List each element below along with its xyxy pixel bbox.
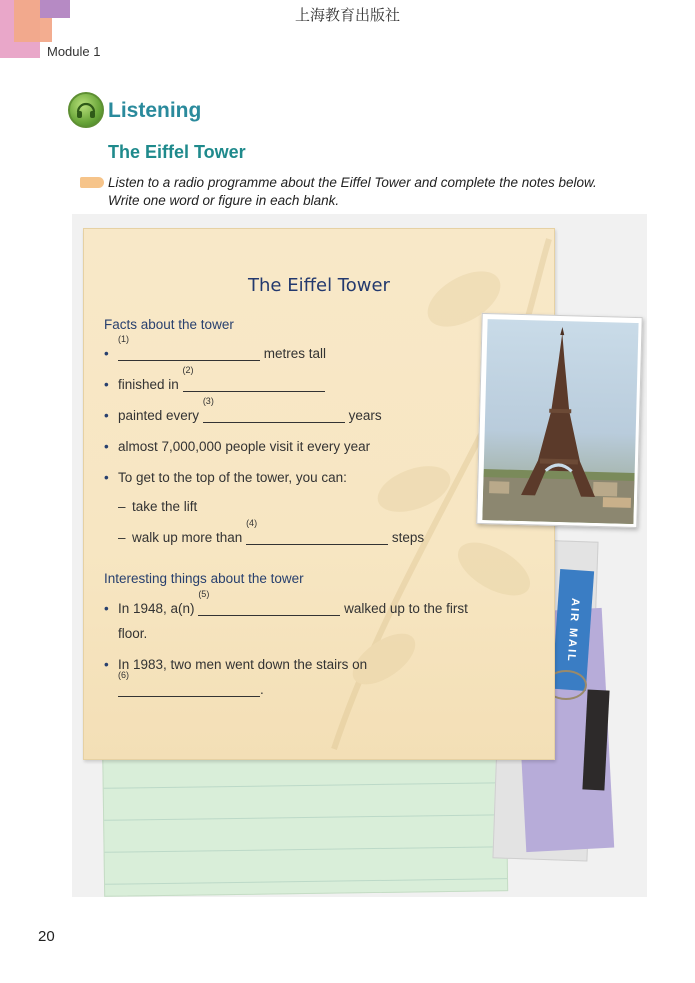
fact-1: • (1) metres tall	[104, 334, 327, 361]
module-label: Module 1	[47, 44, 101, 59]
fact-3: • painted every (3) years	[104, 396, 382, 423]
subheading: The Eiffel Tower	[108, 142, 246, 162]
instruction-text	[108, 174, 597, 210]
interesting-heading: Interesting things about the tower	[104, 571, 304, 586]
blank-6[interactable]: (6)	[118, 682, 260, 697]
interesting-1: • In 1948, a(n) (5) walked up to the first	[104, 589, 468, 616]
headphones-icon	[68, 92, 104, 128]
blank-1[interactable]: (1)	[118, 346, 260, 361]
section-heading: Listening	[108, 99, 202, 122]
blank-3[interactable]: (3)	[203, 408, 345, 423]
blank-4[interactable]: (4)	[246, 530, 388, 545]
notes-title: The Eiffel Tower	[248, 275, 390, 296]
facts-heading: Facts about the tower	[104, 317, 234, 332]
eiffel-tower-photo	[482, 319, 638, 524]
sub-item-1: – take the lift	[118, 499, 198, 514]
interesting-2: • In 1983, two men went down the stairs on	[104, 657, 368, 672]
interesting-1-cont: floor.	[118, 626, 148, 641]
blank-2[interactable]: (2)	[183, 377, 325, 392]
sub-item-2: – walk up more than (4) steps	[118, 518, 425, 545]
eiffel-photo-frame	[476, 313, 642, 528]
fact-2: • finished in (2)	[104, 377, 325, 392]
instruction-line-2: Write one word or figure in each blank.	[108, 193, 340, 208]
instruction-marker	[80, 177, 104, 188]
interesting-2-cont: (6) .	[118, 670, 264, 697]
instruction-line-1: Listen to a radio programme about the Eiffel Tower and complete the notes below.	[108, 175, 597, 190]
page-number: 20	[38, 928, 55, 945]
publisher-title: 上海教育出版社	[294, 6, 400, 24]
fact-5: • To get to the top of the tower, you can:	[104, 470, 347, 485]
airmail-envelope: AIR MAIL	[552, 569, 594, 691]
fact-4: • almost 7,000,000 people visit it every year	[104, 439, 371, 454]
blank-5[interactable]: (5)	[198, 601, 340, 616]
